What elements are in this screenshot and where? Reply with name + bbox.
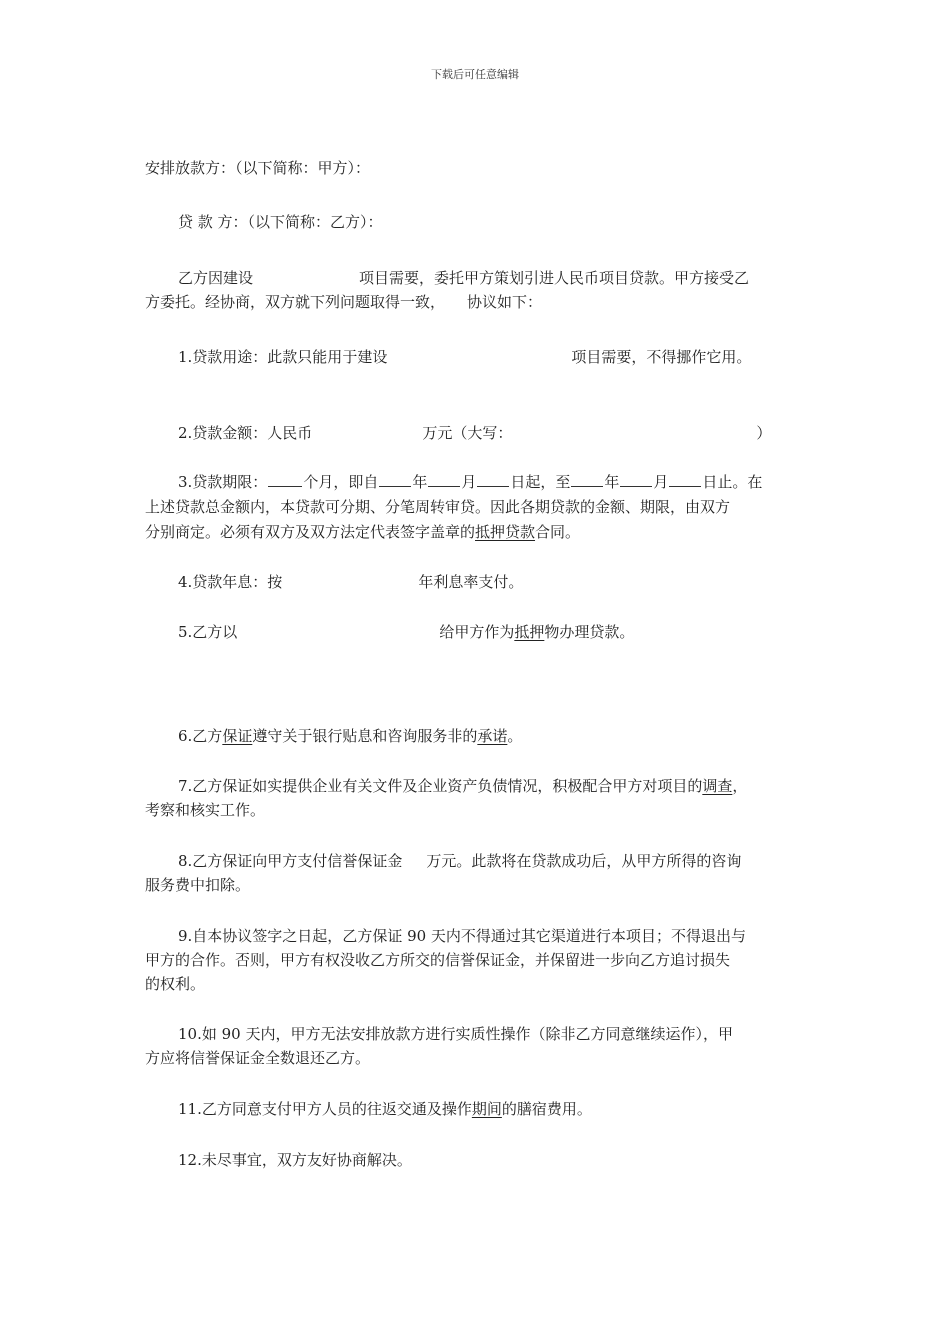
clause-10-line-1: 10.如 90 天内，甲方无法安排放款方进行实质性操作（除非乙方同意继续运作），甲 <box>178 1025 733 1043</box>
clause-text: 8.乙方保证向甲方支付信誉保证金 <box>178 852 403 870</box>
mortgage-link[interactable]: 抵押 <box>514 623 545 641</box>
clause-text: 月 <box>653 473 669 491</box>
period-link[interactable]: 期间 <box>471 1100 502 1118</box>
clause-text: 合同。 <box>535 523 581 541</box>
clause-6 <box>178 724 522 748</box>
clause-8-line-1 <box>178 849 741 873</box>
fill-blank <box>268 471 302 487</box>
clause-text: 年 <box>604 473 620 491</box>
clause-text: 月 <box>461 473 477 491</box>
clause-text: 3.贷款期限： <box>178 473 268 491</box>
clause-text: ） <box>756 424 772 442</box>
clause-text: 的膳宿费用。 <box>501 1100 592 1118</box>
clause-10-line-2: 方应将信誉保证金全数退还乙方。 <box>145 1049 371 1067</box>
clause-1 <box>178 345 751 369</box>
fill-blank <box>477 471 509 487</box>
fill-blank <box>571 471 603 487</box>
clause-text: 2.贷款金额：人民币 <box>178 424 313 442</box>
mortgage-loan-link[interactable]: 抵押贷款 <box>475 523 536 541</box>
intro-line-2 <box>145 290 542 314</box>
clause-text: 分别商定。必须有双方及双方法定代表签字盖章的 <box>145 523 476 541</box>
investigation-link[interactable]: 调查 <box>702 777 733 795</box>
clause-text: 年利息率支付。 <box>418 573 524 591</box>
intro-text: 乙方因建设 <box>178 269 254 287</box>
clause-text: 。 <box>507 727 523 745</box>
clause-text: 4.贷款年息：按 <box>178 573 283 591</box>
clause-7-line-2: 考察和核实工作。 <box>145 801 266 819</box>
intro-line-1 <box>178 266 749 290</box>
clause-text: 万元（大写： <box>422 424 513 442</box>
clause-text: 物办理贷款。 <box>544 623 635 641</box>
clause-text: 遵守关于银行贴息和咨询服务非的 <box>252 727 478 745</box>
clause-text: 日起，至 <box>510 473 571 491</box>
intro-text: 方委托。经协商，双方就下列问题取得一致， <box>145 293 446 311</box>
intro-text: 协议如下： <box>467 293 543 311</box>
clause-12: 12.未尽事宜，双方友好协商解决。 <box>178 1151 412 1169</box>
clause-text: 1.贷款用途：此款只能用于建设 <box>178 348 388 366</box>
commitment-link[interactable]: 承诺 <box>477 727 508 745</box>
clause-3-line-3 <box>145 520 580 544</box>
clause-9-line-3: 的权利。 <box>145 975 206 993</box>
clause-text: 万元。此款将在贷款成功后，从甲方所得的咨询 <box>426 852 742 870</box>
clause-text: 6.乙方 <box>178 727 223 745</box>
clause-8-line-2: 服务费中扣除。 <box>145 876 251 894</box>
fill-blank <box>620 471 652 487</box>
page-header: 下载后可任意编辑 <box>431 68 519 81</box>
clause-text: 年 <box>412 473 428 491</box>
clause-text: 7.乙方保证如实提供企业有关文件及企业资产负债情况，积极配合甲方对项目的 <box>178 777 703 795</box>
clause-3-line-2: 上述贷款总金额内，本贷款可分期、分笔周转审贷。因此各期贷款的金额、期限，由双方 <box>145 498 731 516</box>
clause-text: 5.乙方以 <box>178 623 238 641</box>
intro-text: 项目需要，委托甲方策划引进人民币项目贷款。甲方接受乙 <box>359 269 750 287</box>
clause-11 <box>178 1097 592 1121</box>
clause-2 <box>178 421 771 445</box>
clause-text: 项目需要，不得挪作它用。 <box>571 348 752 366</box>
clause-5 <box>178 620 634 644</box>
clause-7-line-1 <box>178 774 747 798</box>
party-a-line: 安排放款方：（以下简称：甲方）： <box>145 159 371 177</box>
clause-text: 日止。在 <box>702 473 763 491</box>
fill-blank <box>379 471 411 487</box>
clause-text: ， <box>732 777 748 795</box>
party-b-line: 贷 款 方：（以下简称：乙方）： <box>178 213 383 231</box>
fill-blank <box>428 471 460 487</box>
clause-3-line-1 <box>178 470 762 494</box>
clause-9-line-2: 甲方的合作。否则，甲方有权没收乙方所交的信誉保证金，并保留进一步向乙方追讨损失 <box>145 951 731 969</box>
fill-blank <box>669 471 701 487</box>
clause-text: 个月，即自 <box>303 473 379 491</box>
guarantee-link[interactable]: 保证 <box>222 727 253 745</box>
clause-4 <box>178 570 523 594</box>
clause-text: 11.乙方同意支付甲方人员的往返交通及操作 <box>178 1100 472 1118</box>
clause-9-line-1: 9.自本协议签字之日起，乙方保证 90 天内不得通过其它渠道进行本项目；不得退出与 <box>178 927 746 945</box>
clause-text: 给甲方作为 <box>439 623 515 641</box>
